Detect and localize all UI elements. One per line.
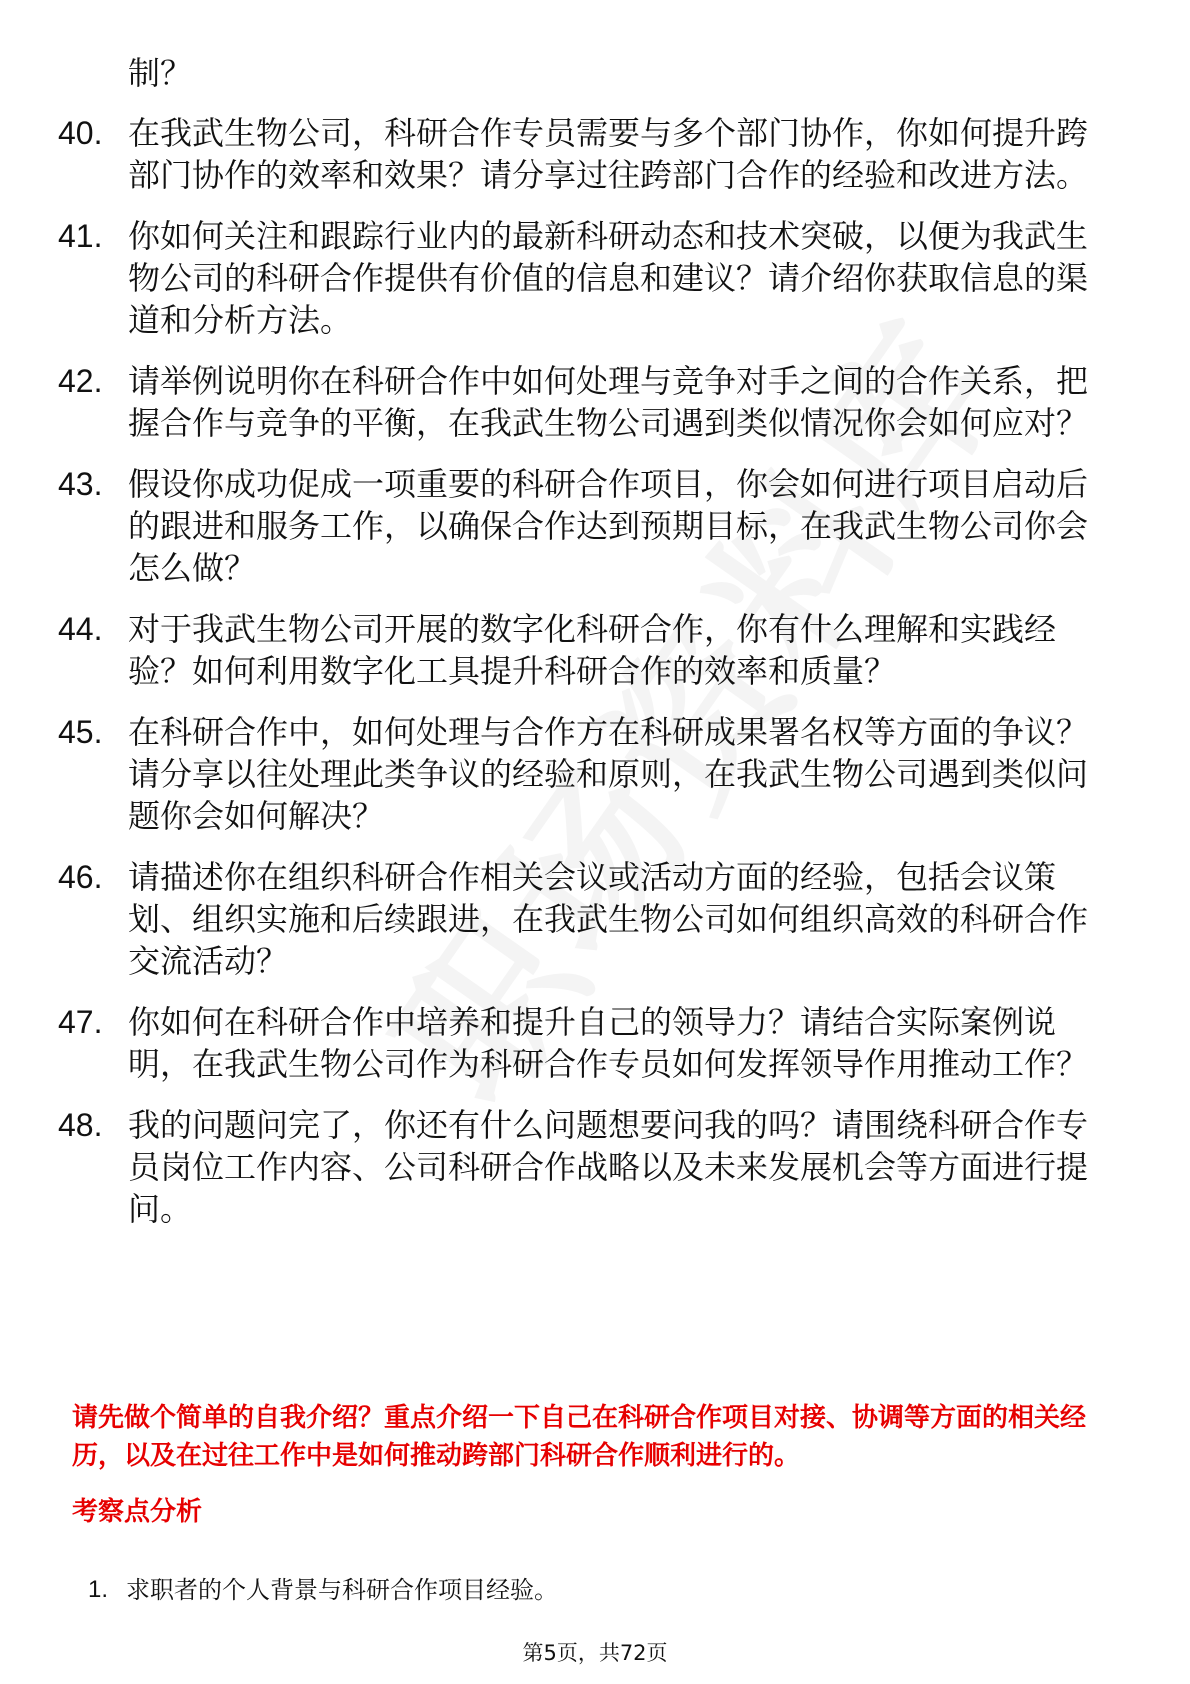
question-number: 40.: [58, 115, 103, 151]
highlighted-question: 请先做个简单的自我介绍？重点介绍一下自己在科研合作项目对接、协调等方面的相关经历，以及在过往工作中是如何推动跨部门科研合作顺利进行的。: [72, 1403, 1087, 1471]
question-text: 我的问题问完了，你还有什么问题想要问我的吗？请围绕科研合作专员岗位工作内容、公司科研合作战略以及未来发展机会等方面进行提问。: [128, 1106, 1089, 1228]
question-text: 请举例说明你在科研合作中如何处理与竞争对手之间的合作关系，把握合作与竞争的平衡，在我武生物公司遇到类似情况你会如何应对？: [128, 362, 1089, 442]
question-number: 48.: [58, 1107, 103, 1143]
question-item: [58, 463, 1118, 589]
question-text: 假设你成功促成一项重要的科研合作项目，你会如何进行项目启动后的跟进和服务工作，以确保合作达到预期目标，在我武生物公司你会怎么做？: [128, 465, 1089, 587]
question-number: 41.: [58, 218, 103, 254]
question-text: 在我武生物公司，科研合作专员需要与多个部门协作，你如何提升跨部门协作的效率和效果？请分享过往跨部门合作的经验和改进方法。: [128, 114, 1089, 194]
question-text: 你如何关注和跟踪行业内的最新科研动态和技术突破，以便为我武生物公司的科研合作提供有价值的信息和建议？请介绍你获取信息的渠道和分析方法。: [128, 217, 1089, 339]
question-number: 42.: [58, 363, 103, 399]
question-item: [58, 112, 1118, 196]
section-title: 考察点分析: [72, 1497, 203, 1527]
question-number: 44.: [58, 611, 103, 647]
question-item: [58, 1104, 1118, 1230]
question-text: 你如何在科研合作中培养和提升自己的领导力？请结合实际案例说明，在我武生物公司作为科研合作专员如何发挥领导作用推动工作？: [128, 1003, 1089, 1083]
analysis-point-text: 求职者的个人背景与科研合作项目经验。: [126, 1576, 558, 1604]
question-text: 请描述你在组织科研合作相关会议或活动方面的经验，包括会议策划、组织实施和后续跟进，在我武生物公司如何组织高效的科研合作交流活动？: [128, 858, 1089, 980]
question-text: 在科研合作中，如何处理与合作方在科研成果署名权等方面的争议？请分享以往处理此类争议的经验和原则，在我武生物公司遇到类似问题你会如何解决？: [128, 713, 1089, 835]
question-item: [58, 608, 1118, 692]
question-item: [58, 1001, 1118, 1085]
question-list: [58, 112, 1118, 1249]
question-text: 对于我武生物公司开展的数字化科研合作，你有什么理解和实践经验？如何利用数字化工具提升科研合作的效率和质量？: [128, 610, 1057, 690]
analysis-point: [88, 1573, 558, 1607]
question-number: 47.: [58, 1004, 103, 1040]
question-number: 43.: [58, 466, 103, 502]
question-item: [58, 215, 1118, 341]
question-number: 46.: [58, 859, 103, 895]
analysis-point-number: 1.: [88, 1576, 109, 1603]
continued-question-fragment: 制？: [128, 54, 193, 92]
page-footer: 第5页，共72页: [522, 1641, 668, 1665]
question-number: 45.: [58, 714, 103, 750]
question-item: [58, 711, 1118, 837]
question-item: [58, 856, 1118, 982]
question-item: [58, 360, 1118, 444]
